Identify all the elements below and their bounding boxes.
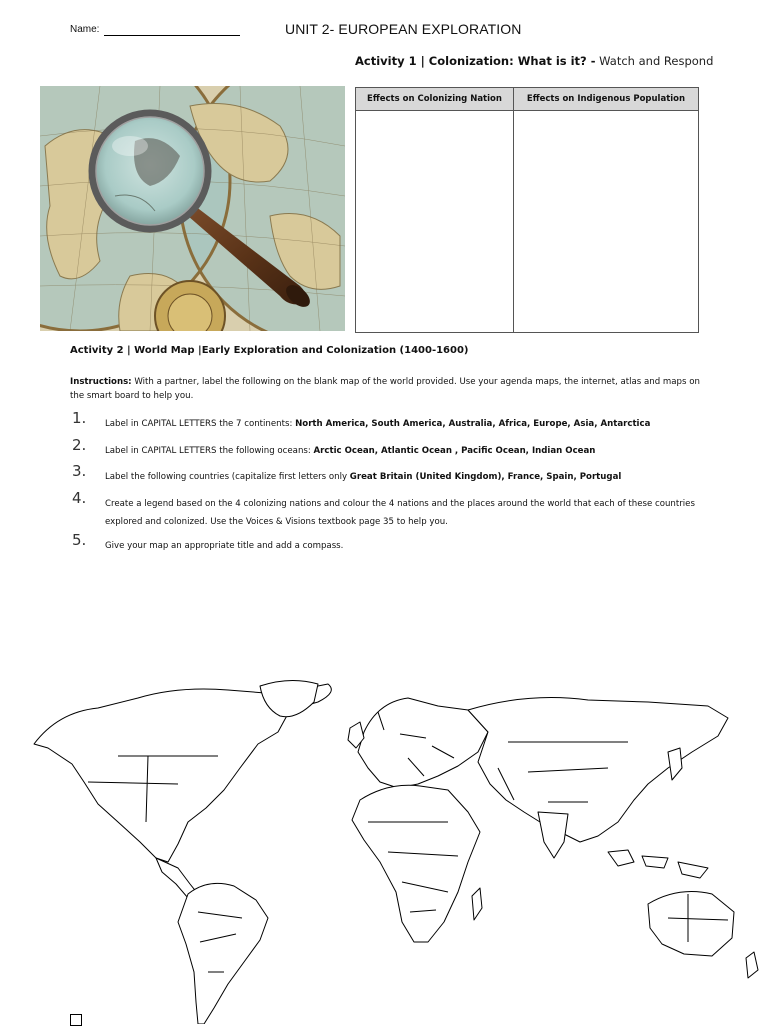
indigenous-population-response-cell[interactable] [513,111,698,333]
activity1-subtitle: Watch and Respond [599,54,714,68]
step-text: Label in CAPITAL LETTERS the 7 continents: North America, South America, Australia, Africa, Europe, Asia, Antarctica [105,419,651,429]
checkbox[interactable] [70,1014,82,1026]
step-number: 2. [72,436,87,454]
step-text: Label in CAPITAL LETTERS the following oceans: Arctic Ocean, Atlantic Ocean , Pacific Ocean, Indian Ocean [105,446,596,456]
instructions-label: Instructions: [70,377,132,387]
step-number: 1. [72,409,87,427]
table-header-indigenous-population: Effects on Indigenous Population [513,88,698,111]
effects-table [355,87,699,333]
step-text: Create a legend based on the 4 colonizing nations and colour the 4 nations and the places around the world that each of these countries explored and colonized. Use the Voices & Visions textbook page 35 to help you. [105,499,695,527]
step-number: 5. [72,531,87,549]
step-text: Give your map an appropriate title and add a compass. [105,541,344,551]
name-label: Name: [70,24,100,35]
activity1-heading [355,54,713,68]
activity1-title: Activity 1 | Colonization: What is it? - [355,54,596,68]
activity2-title: Activity 2 | World Map |Early Exploration and Colonization (1400-1600) [70,345,469,356]
instructions-paragraph [70,375,700,403]
antique-map-magnifier-photo [40,86,345,331]
blank-world-map[interactable] [28,672,768,1024]
step-number: 4. [72,489,87,507]
name-input-line[interactable] [104,35,240,36]
page-title: UNIT 2- EUROPEAN EXPLORATION [285,21,522,37]
step-text: Label the following countries (capitalize first letters only Great Britain (United Kingdom), France, Spain, Portugal [105,472,622,482]
table-header-colonizing-nation: Effects on Colonizing Nation [356,88,514,111]
instructions-text: With a partner, label the following on the blank map of the world provided. Use your agenda maps, the internet, atlas and maps on the smart board to help you. [70,377,700,401]
colonizing-nation-response-cell[interactable] [356,111,514,333]
step-number: 3. [72,462,87,480]
